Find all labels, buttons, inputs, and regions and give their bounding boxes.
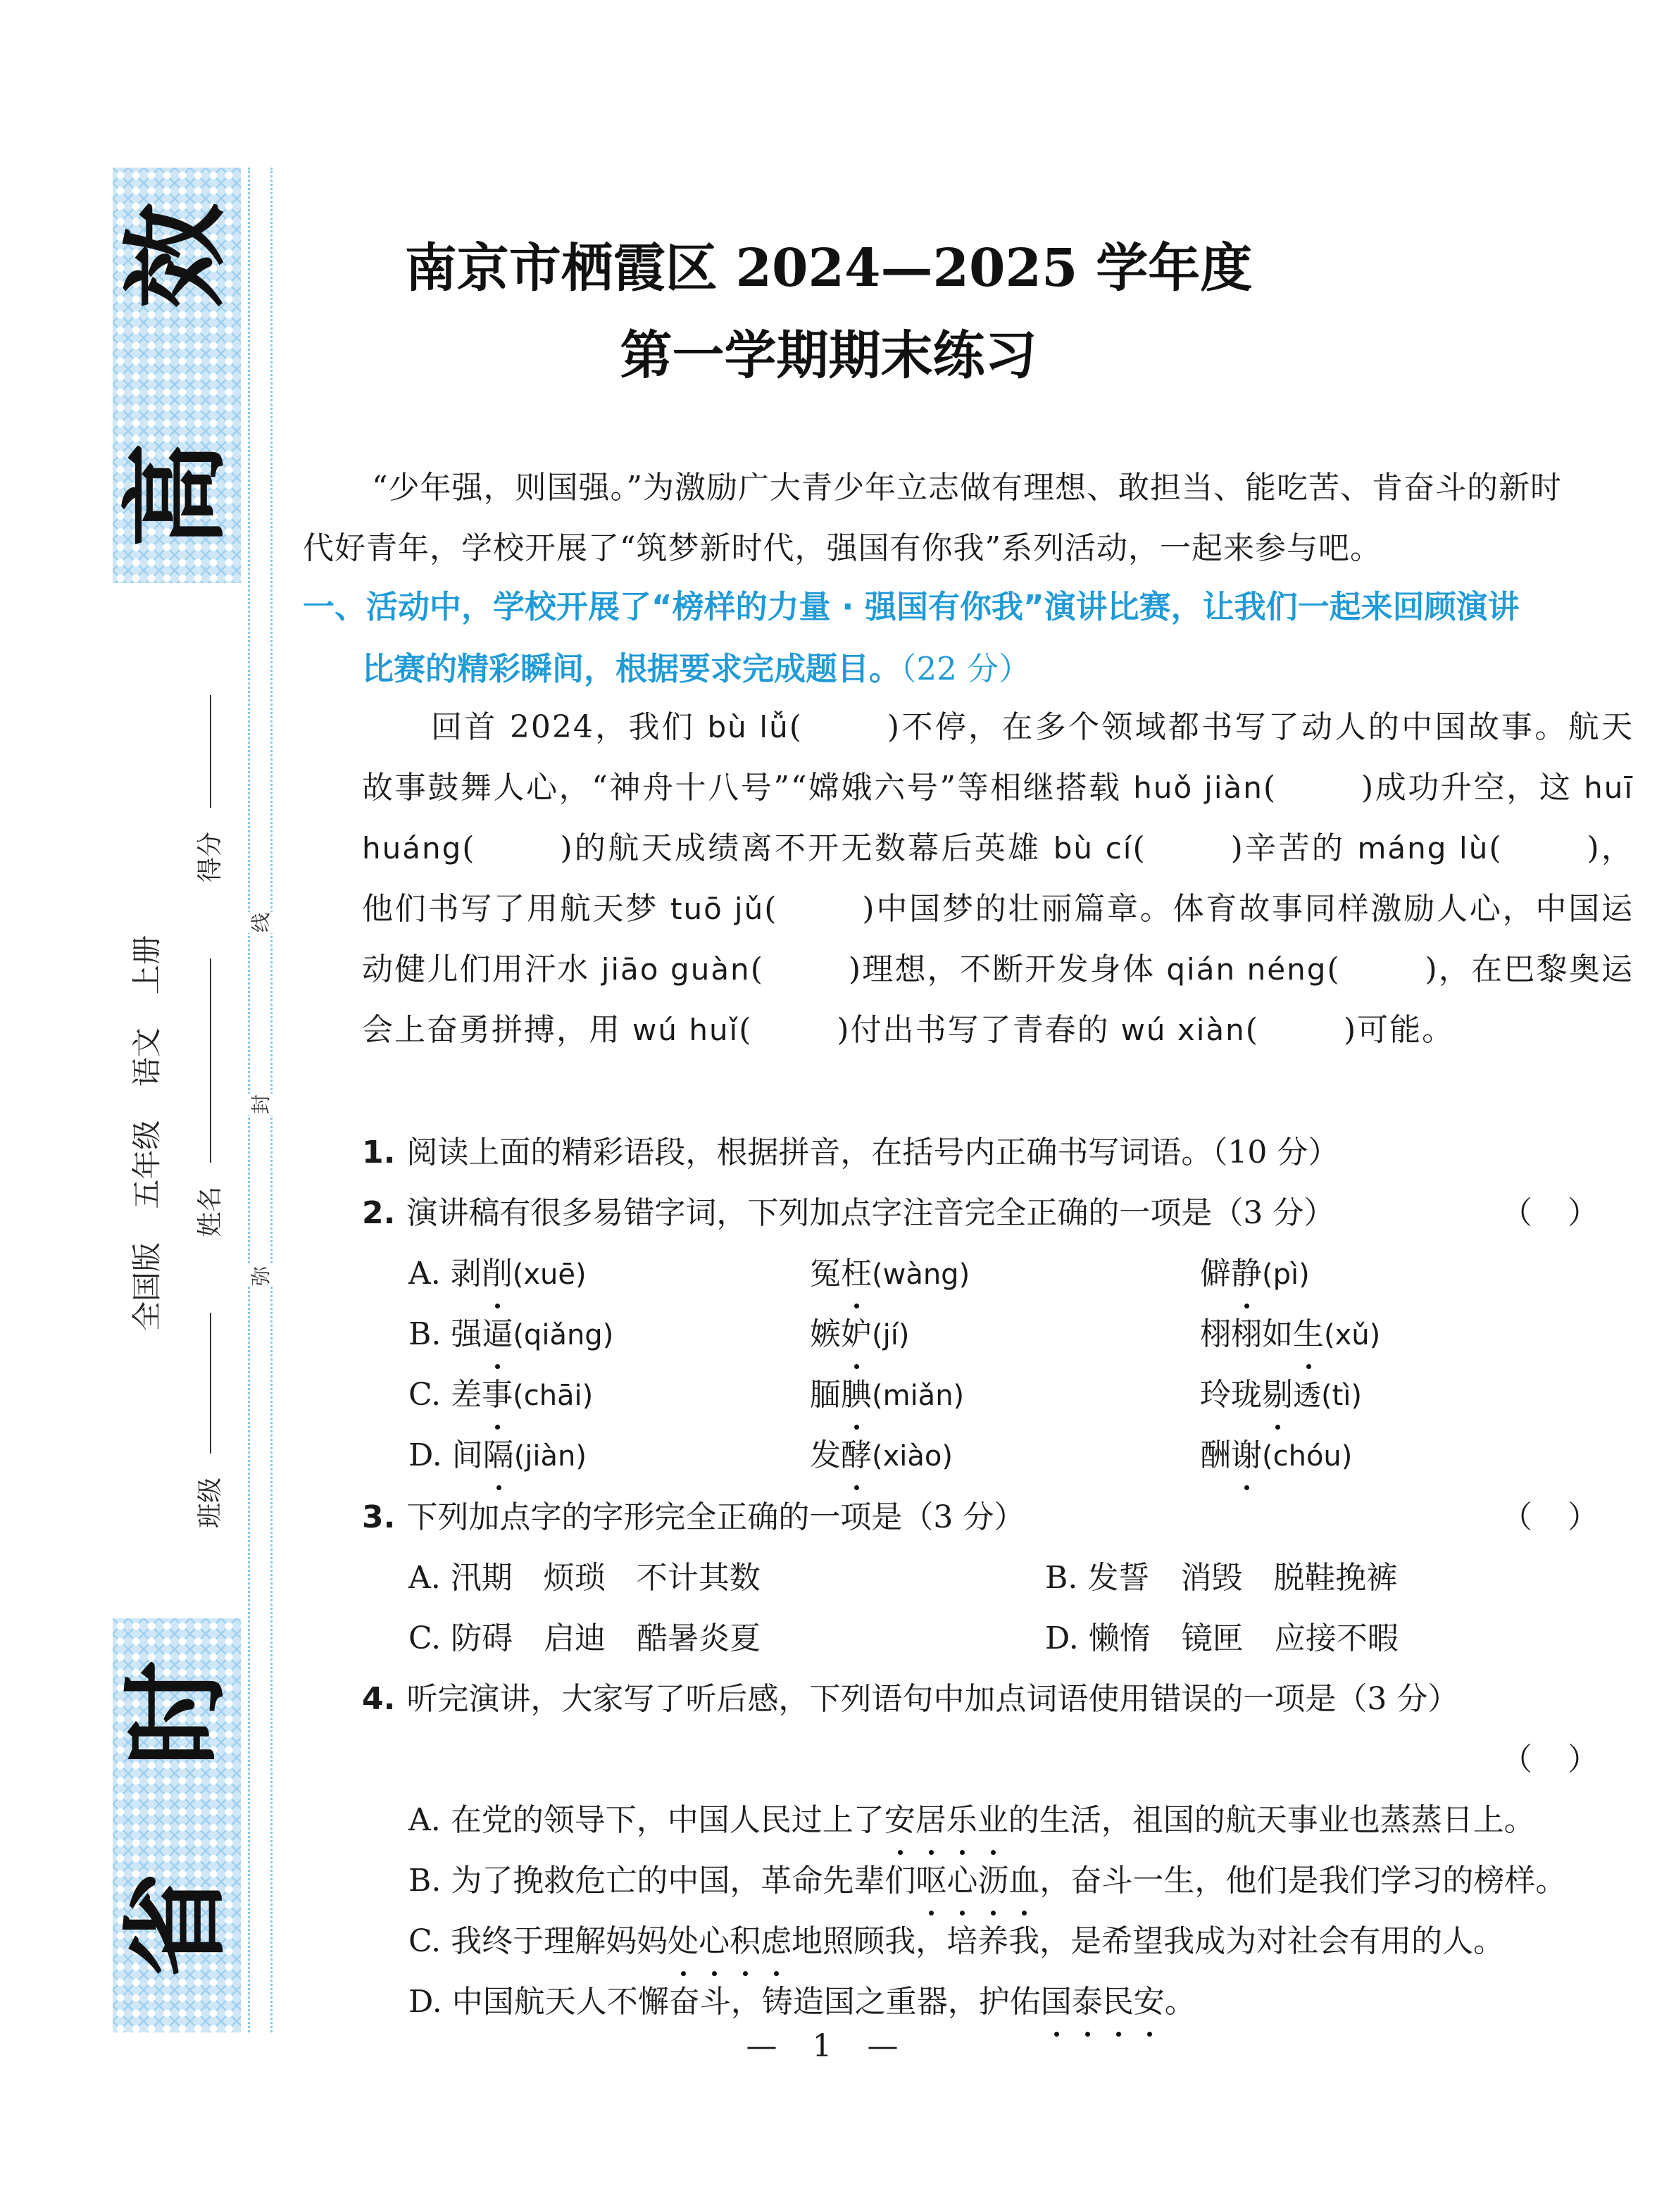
name-field[interactable] — [210, 958, 211, 1163]
dotted-char: 呕 — [915, 1851, 946, 1911]
option-a[interactable]: A. 在党的领导下，中国人民过上了安居乐业的生活，祖国的航天事业也蒸蒸日上。 — [408, 1790, 1648, 1851]
answer-paren[interactable]: （） — [1501, 1195, 1634, 1231]
dotted-char: 处 — [668, 1911, 699, 1972]
dotted-word — [884, 1802, 1008, 1838]
q2-option-term[interactable]: B. 强逼(qiǎng) — [408, 1304, 613, 1366]
brand-char: 时 — [115, 1661, 238, 1767]
option-d[interactable]: D. 中国航天人不懈奋斗，铸造国之重器，护佑国泰民安。 — [408, 1972, 1648, 2032]
dotted-char: 心 — [946, 1851, 977, 1911]
page-title-line2: 第一学期期末练习 — [620, 325, 1037, 386]
option-a[interactable]: A. 汛期 烦琐 不计其数 — [408, 1560, 761, 1596]
dotted-word — [1041, 1984, 1165, 2020]
pinyin-prompt: wú huǐ — [632, 1013, 739, 1047]
pinyin-prompt: máng lù — [1357, 831, 1489, 866]
class-field[interactable] — [210, 1313, 211, 1454]
question-4: 4. 听完演讲，大家写了听后感，下列语句中加点词语使用错误的一项是（3 分） — [362, 1681, 1459, 1717]
dotted-char: 民 — [1103, 1972, 1134, 2032]
answer-paren[interactable]: （） — [1501, 1499, 1634, 1535]
pinyin-prompt: qián néng — [1166, 952, 1327, 987]
dotted-char: 居 — [915, 1790, 946, 1851]
q2-option-term: 酬谢(chóu) — [1200, 1425, 1352, 1487]
dotted-char: 逼 — [482, 1304, 513, 1365]
option-c[interactable]: C. 我终于理解妈妈处心积虑地照顾我，培养我，是希望我成为对社会有用的人。 — [408, 1911, 1648, 1972]
dotted-char: 谢 — [1231, 1425, 1262, 1486]
pinyin-prompt: wú xiàn — [1120, 1013, 1246, 1047]
brand-char: 效 — [115, 203, 238, 309]
q2-option-term[interactable]: D. 间隔(jiàn) — [408, 1425, 587, 1487]
section-points: （22 分） — [901, 650, 1031, 687]
page-title-line1: 南京市栖霞区 2024—2025 学年度 — [404, 238, 1253, 299]
dotted-char: 静 — [1231, 1244, 1262, 1304]
option-d[interactable]: D. 懒惰 镜匣 应接不暇 — [1045, 1620, 1399, 1656]
dotted-char: 腆 — [841, 1365, 872, 1425]
binding-word-xian: 线 — [246, 912, 274, 933]
class-label: 班级 — [196, 1477, 225, 1528]
question-2: 2. 演讲稿有很多易错字词，下列加点字注音完全正确的一项是（3 分） （） — [362, 1183, 1634, 1244]
q2-option-term[interactable]: A. 剥削(xuē) — [408, 1244, 587, 1305]
dotted-char: 生 — [1293, 1304, 1324, 1365]
brand-char: 省 — [115, 1872, 238, 1978]
dotted-char: 虑 — [761, 1911, 792, 1972]
dotted-char: 事 — [482, 1365, 513, 1425]
q2-option-term: 发酵(xiào) — [810, 1425, 953, 1487]
dotted-char: 泰 — [1072, 1972, 1103, 2032]
dotted-char: 安 — [884, 1790, 915, 1851]
q2-option-term: 玲珑剔透(tì) — [1200, 1365, 1362, 1426]
dotted-char: 心 — [699, 1911, 730, 1972]
dotted-word — [668, 1923, 792, 1959]
dotted-char: 隔 — [483, 1425, 514, 1486]
dotted-word — [915, 1863, 1039, 1899]
q2-option-term: 栩栩如生(xǔ) — [1200, 1304, 1380, 1366]
pinyin-prompt: huǒ jiàn — [1133, 770, 1263, 805]
name-label: 姓名 — [196, 1186, 225, 1237]
dotted-char: 妒 — [841, 1304, 872, 1365]
q2-option-term: 嫉妒(jí) — [810, 1304, 909, 1366]
option-b[interactable]: B. 发誓 消毁 脱鞋挽裤 — [1045, 1560, 1398, 1596]
q2-option-term: 僻静(pì) — [1200, 1244, 1310, 1305]
option-b[interactable]: B. 为了挽救危亡的中国，革命先辈们呕心沥血，奋斗一生，他们是我们学习的榜样。 — [408, 1851, 1648, 1911]
dotted-char: 国 — [1041, 1972, 1072, 2032]
passage: 回首 2024，我们 bù lǚ( )不停，在多个领域都书写了动人的中国故事。航天故事鼓舞人心，“神舟十八号”“嫦娥六号”等相继搭载 huǒ jiàn( )成功升空，这 huī huáng( )的航天成绩离不开无数幕后英雄 bù cí( )辛苦的 máng lù( )，他们书写了用航天梦 tuō jǔ( )中国梦的壮丽篇章。体育故事同样激励人心，中国运动健儿们用汗水 jiāo guàn( )理想，不断开发身体 qián néng( )，在巴黎奥运会上奋勇拼搏，用 wú huǐ( )付出书写了青春的 wú xiàn( )可能。 — [362, 709, 1634, 1048]
dotted-char: 安 — [1134, 1972, 1165, 2032]
dotted-char: 血 — [1008, 1851, 1039, 1911]
score-label: 得分 — [196, 832, 225, 883]
option-c[interactable]: C. 防碍 启迪 酷暑炎夏 — [408, 1620, 761, 1656]
question-1: 1. 阅读上面的精彩语段，根据拼音，在括号内正确书写词语。（10 分） — [362, 1135, 1339, 1170]
edition-info: 全国版 五年级 语文 上册 — [130, 935, 164, 1331]
dotted-char: 削 — [482, 1244, 513, 1304]
student-fields — [190, 671, 226, 1528]
dotted-char: 业 — [977, 1790, 1008, 1851]
section-heading-line1: 一、活动中，学校开展了“榜样的力量 · 强国有你我”演讲比赛，让我们一起来回顾演讲 — [303, 588, 1520, 625]
binding-word-mi: 弥 — [246, 1266, 274, 1287]
pinyin-prompt: jiāo guàn — [601, 952, 751, 987]
page-number: — 1 — — [746, 2028, 911, 2064]
pinyin-prompt: tuō jǔ — [670, 892, 765, 926]
pinyin-prompt: bù cí — [1053, 831, 1133, 866]
score-field[interactable] — [210, 695, 211, 808]
q2-option-term: 冤枉(wàng) — [810, 1244, 970, 1305]
dotted-char: 积 — [730, 1911, 761, 1972]
pinyin-prompt: huī huáng — [362, 770, 1634, 866]
brand-char: 高 — [115, 442, 238, 549]
q2-option-term[interactable]: C. 差事(chāi) — [408, 1365, 593, 1426]
dotted-char: 酵 — [841, 1425, 872, 1486]
binding-word-feng: 封 — [246, 1094, 274, 1115]
intro-line2: 代好青年，学校开展了“筑梦新时代，强国有你我”系列活动，一起来参与吧。 — [303, 530, 1382, 566]
dotted-char: 乐 — [946, 1790, 977, 1851]
brand-block-bottom — [113, 1618, 241, 2032]
question-3: 3. 下列加点字的字形完全正确的一项是（3 分） （） — [362, 1487, 1634, 1548]
section-heading-line2: 比赛的精彩瞬间，根据要求完成题目。（22 分） — [362, 650, 1031, 687]
dotted-char: 枉 — [841, 1244, 872, 1304]
intro-line1: “少年强，则国强。”为激励广大青少年立志做有理想、敢担当、能吃苦、肯奋斗的新时 — [372, 470, 1562, 506]
pinyin-prompt: bù lǚ — [707, 710, 789, 744]
q2-option-term: 腼腆(miǎn) — [810, 1365, 964, 1426]
dotted-char: 沥 — [977, 1851, 1008, 1911]
answer-paren[interactable]: （） — [1501, 1742, 1634, 1777]
dotted-char: 剔 — [1262, 1365, 1293, 1425]
